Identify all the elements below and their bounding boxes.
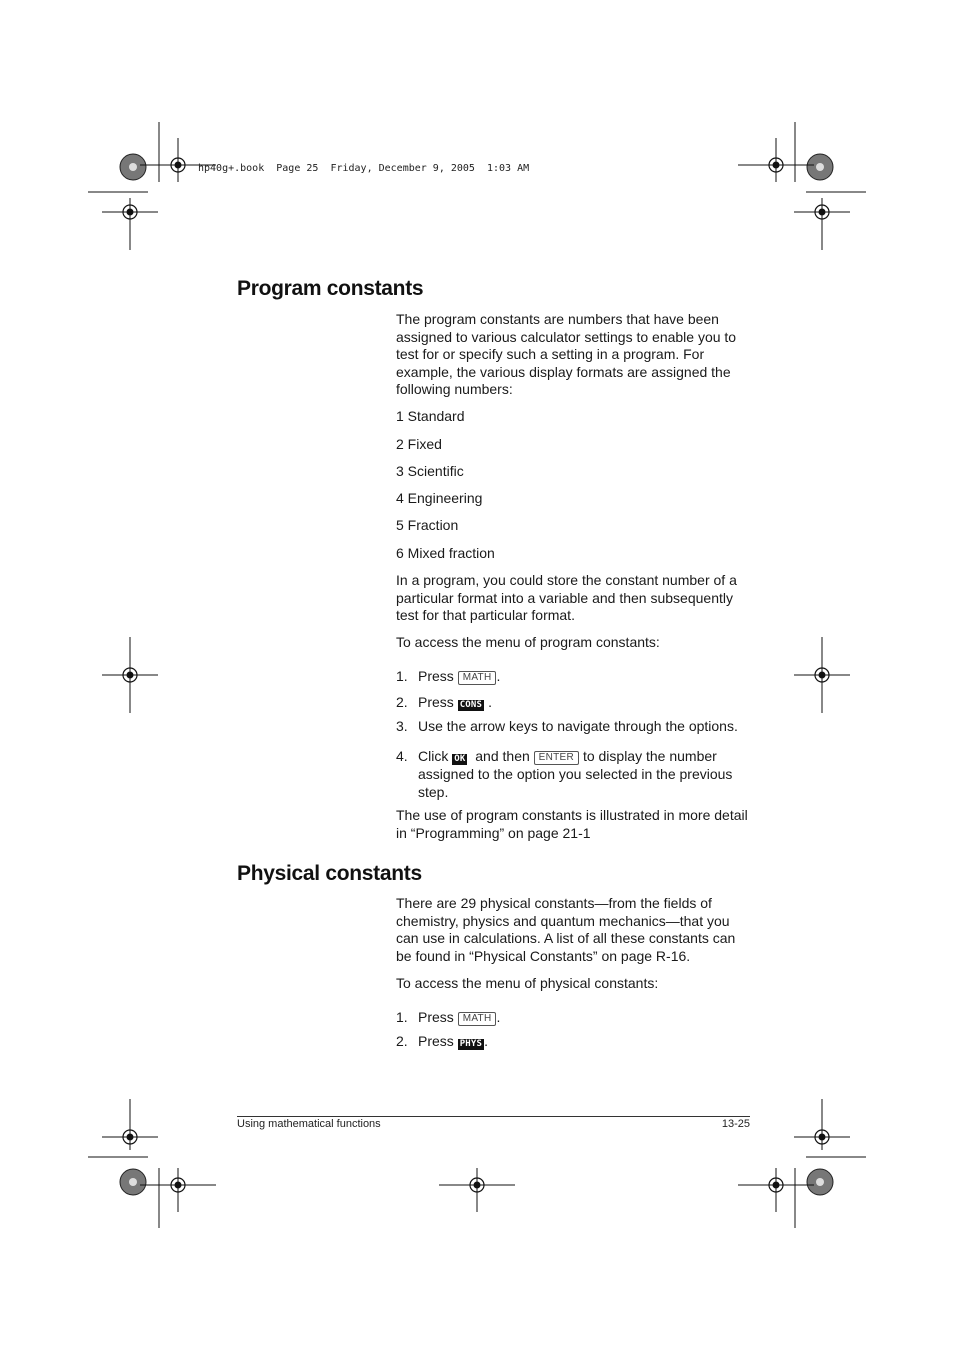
step-text: Press [418, 694, 454, 710]
step-text: and then [475, 748, 530, 764]
format-item: 1 Standard [396, 408, 465, 424]
step-punct: . [488, 694, 492, 710]
format-item: 5 Fraction [396, 517, 459, 533]
ok-softkey[interactable]: OK [454, 754, 466, 764]
math-key[interactable]: MATH [458, 671, 497, 685]
print-slug: hp40g+.book Page 25 Friday, December 9, 2005 1:03 AM [198, 163, 530, 174]
step-number: 1. [396, 668, 408, 684]
step-2 [396, 693, 752, 711]
step-text: Press [418, 1009, 454, 1025]
step-4 [396, 747, 752, 801]
format-item: 3 Scientific [396, 463, 464, 479]
format-item: 6 Mixed fraction [396, 545, 495, 561]
step-punct: . [496, 1009, 501, 1025]
footer-rule [237, 1116, 750, 1117]
step-number: 3. [396, 718, 408, 734]
step-number: 1. [396, 1009, 408, 1025]
step-1 [396, 667, 752, 685]
step-text: to display the number assigned to the option you selected in the previous step. [418, 748, 733, 800]
step-1 [396, 1008, 752, 1026]
step-number: 4. [396, 748, 408, 764]
cons-softkey[interactable]: CONS [459, 700, 483, 710]
heading-program-constants: Program constants [237, 277, 424, 300]
step-text: Use the arrow keys to navigate through the options. [418, 718, 738, 734]
phys-softkey[interactable]: PHYS [459, 1039, 483, 1049]
math-key[interactable]: MATH [458, 1012, 497, 1026]
physical-constants-access: To access the menu of physical constants: [396, 975, 659, 991]
program-constants-intro: The program constants are numbers that have been assigned to various calculator settings to enable you to test for or specify such a setting in a program. For example, the various display formats are assigned the following numbers: [396, 311, 737, 397]
step-punct: . [496, 668, 501, 684]
format-item: 2 Fixed [396, 436, 442, 452]
step-text: Click [418, 748, 449, 764]
heading-physical-constants: Physical constants [237, 862, 422, 885]
footer-chapter: Using mathematical functions [237, 1118, 381, 1130]
footer-page-number: 13-25 [721, 1118, 750, 1130]
program-constants-access: To access the menu of program constants: [396, 634, 660, 650]
program-constants-closing: The use of program constants is illustrated in more detail in “Programming” on page 21-1 [396, 807, 748, 841]
step-text: Press [418, 1033, 454, 1049]
program-constants-para2: In a program, you could store the constant number of a particular format into a variable and then subsequently test for that particular format. [396, 572, 737, 623]
step-2 [396, 1032, 752, 1050]
step-3 [396, 717, 752, 735]
step-text: Press [418, 668, 454, 684]
step-punct: . [484, 1033, 489, 1049]
step-number: 2. [396, 1033, 408, 1049]
physical-constants-intro: There are 29 physical constants—from the fields of chemistry, physics and quantum mechanics—that you can use in calculations. A list of all these constants can be found in “Physical Constants” on page R-16. [396, 895, 736, 964]
step-number: 2. [396, 694, 408, 710]
format-item: 4 Engineering [396, 490, 483, 506]
enter-key[interactable]: ENTER [534, 751, 579, 765]
